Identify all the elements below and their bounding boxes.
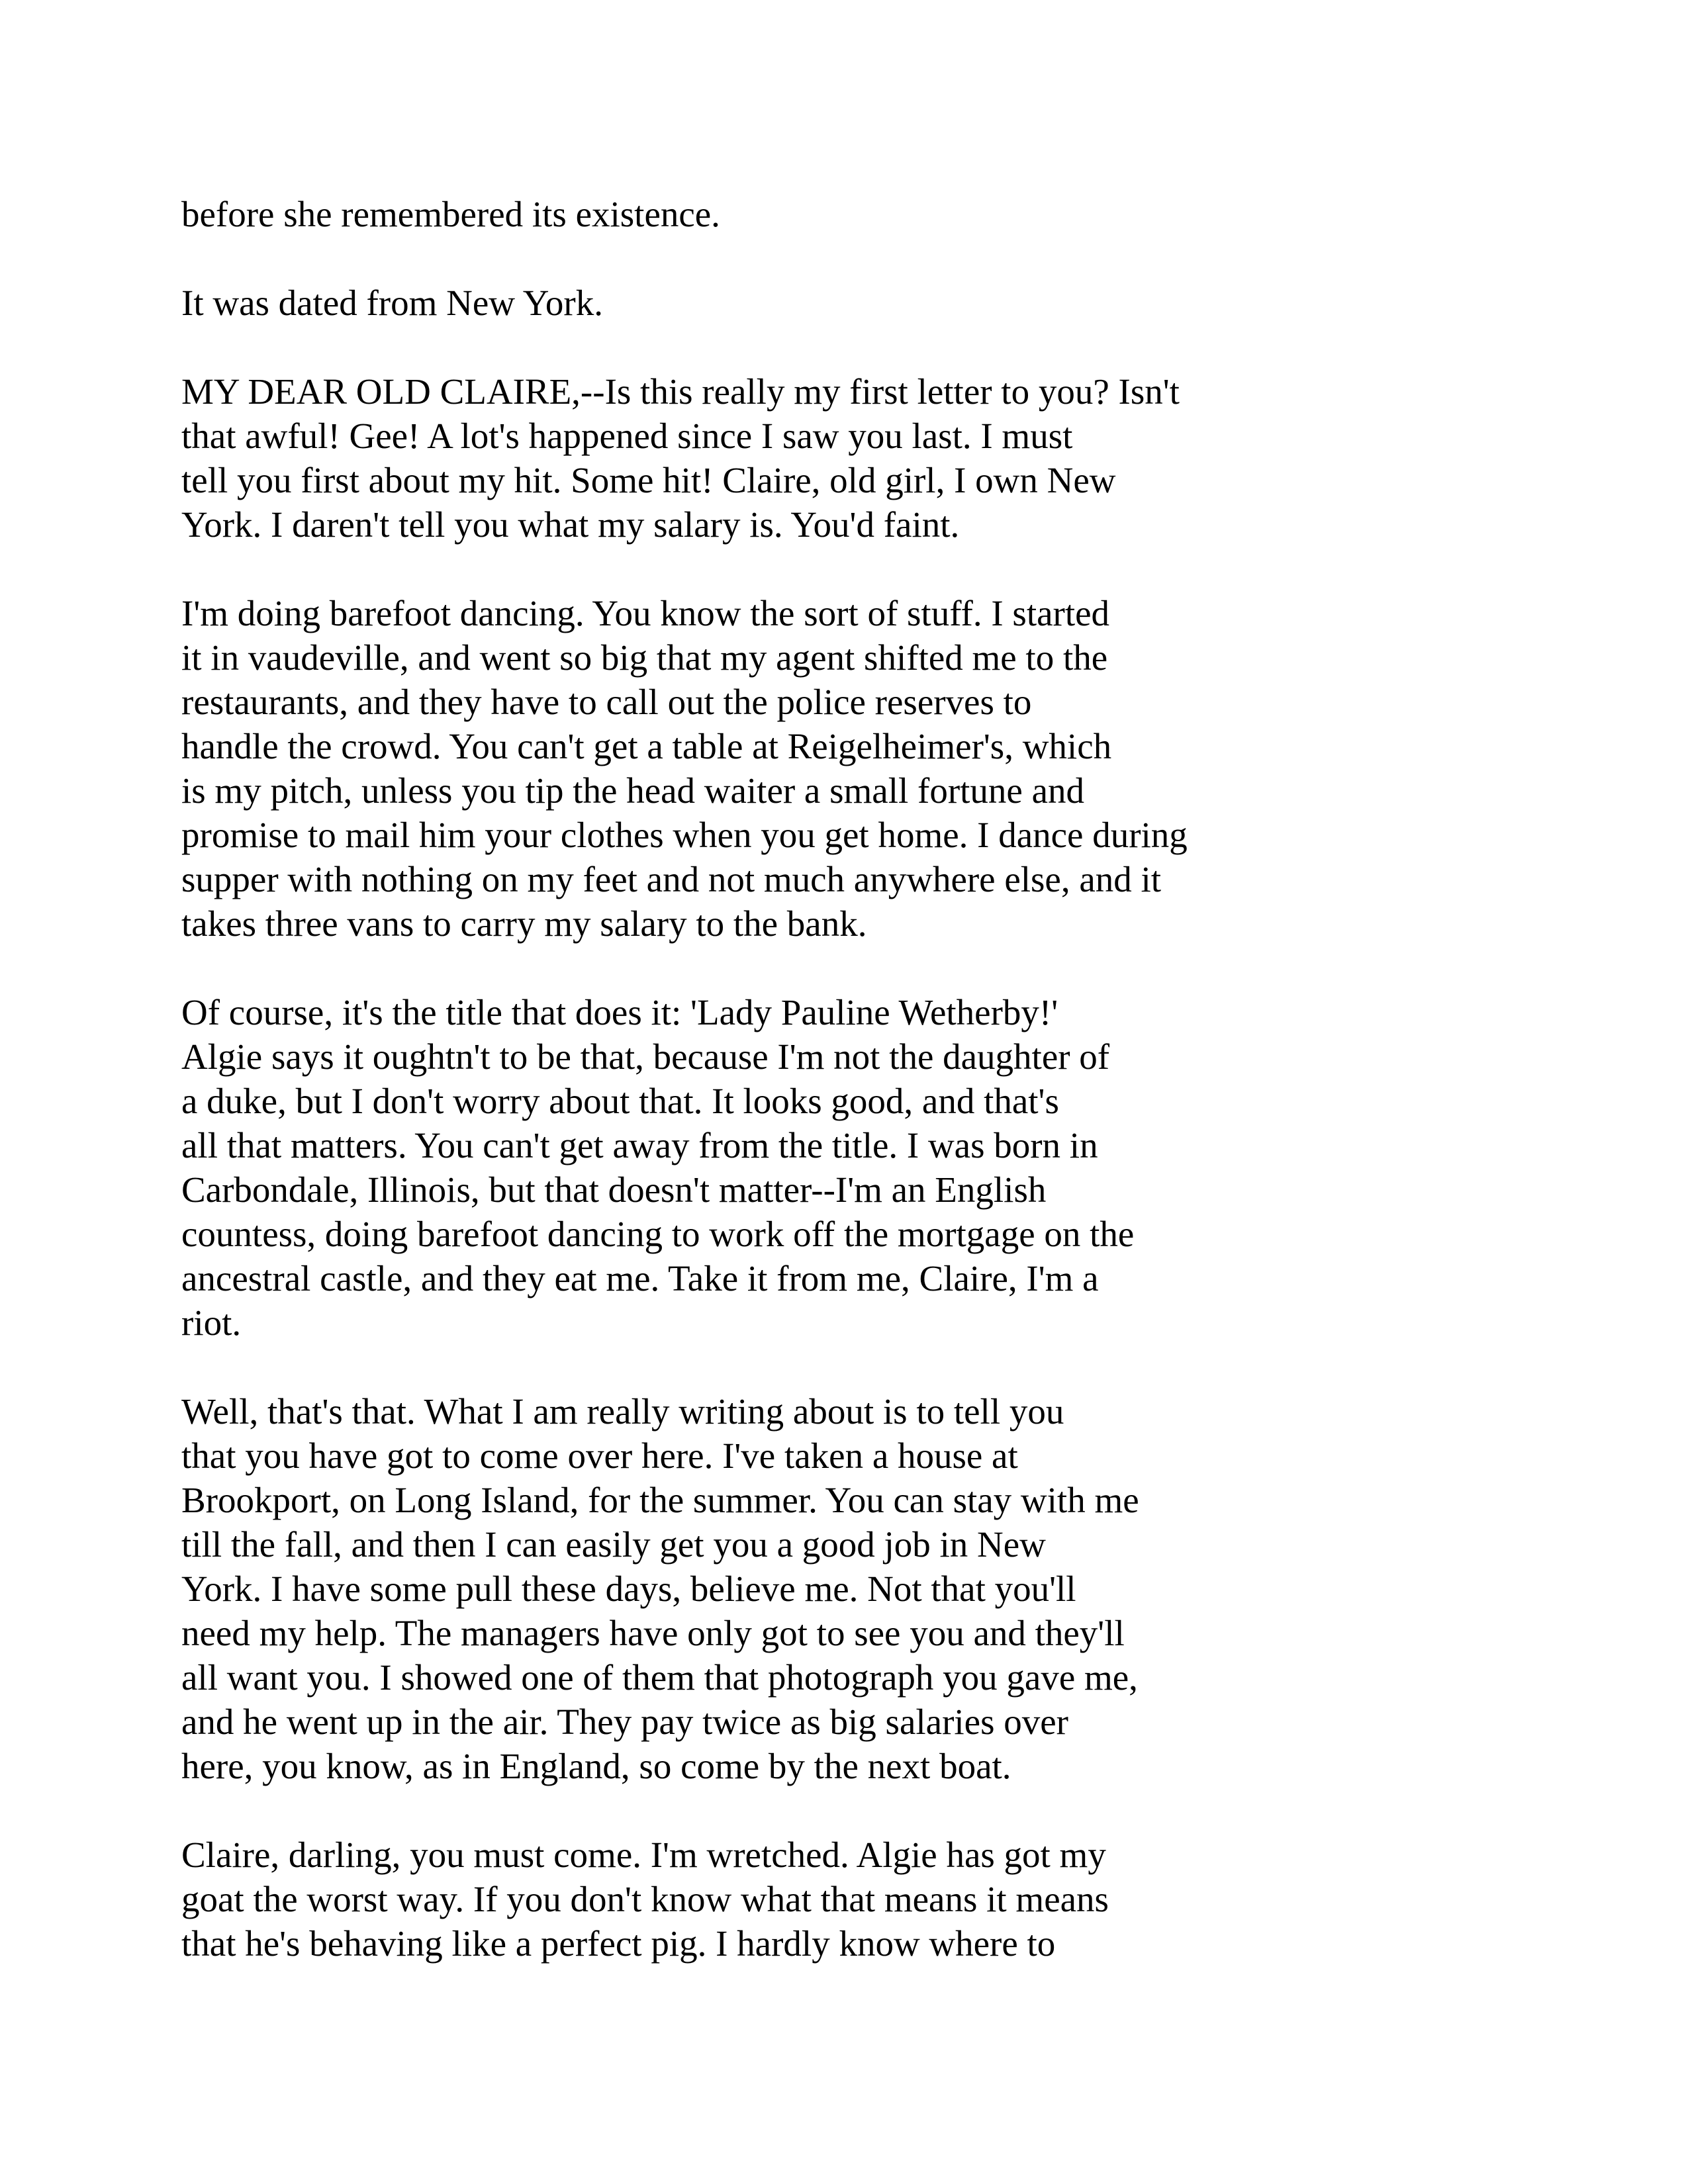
text-line: It was dated from New York. bbox=[181, 283, 603, 323]
paragraph-6 bbox=[181, 1389, 1307, 1788]
text-line: till the fall, and then I can easily get you a good job in New bbox=[181, 1524, 1046, 1565]
text-line: that he's behaving like a perfect pig. I hardly know where to bbox=[181, 1923, 1056, 1964]
paragraph-5 bbox=[181, 990, 1307, 1345]
text-line: Claire, darling, you must come. I'm wretched. Algie has got my bbox=[181, 1835, 1106, 1875]
text-line: countess, doing barefoot dancing to work off the mortgage on the bbox=[181, 1214, 1135, 1254]
text-line: handle the crowd. You can't get a table at Reigelheimer's, which bbox=[181, 726, 1112, 766]
text-line: York. I have some pull these days, believe me. Not that you'll bbox=[181, 1569, 1076, 1609]
text-line: all want you. I showed one of them that photograph you gave me, bbox=[181, 1657, 1138, 1698]
text-line: and he went up in the air. They pay twice as big salaries over bbox=[181, 1702, 1068, 1742]
paragraph-1 bbox=[181, 192, 1307, 236]
text-line: restaurants, and they have to call out the police reserves to bbox=[181, 682, 1032, 722]
text-line: Brookport, on Long Island, for the summer. You can stay with me bbox=[181, 1480, 1139, 1520]
text-line: MY DEAR OLD CLAIRE,--Is this really my first letter to you? Isn't bbox=[181, 371, 1180, 412]
paragraph-3 bbox=[181, 369, 1307, 547]
paragraph-2 bbox=[181, 281, 1307, 325]
text-line: all that matters. You can't get away from the title. I was born in bbox=[181, 1125, 1098, 1165]
text-line: that you have got to come over here. I've taken a house at bbox=[181, 1435, 1018, 1476]
paragraph-4 bbox=[181, 591, 1307, 946]
text-line: promise to mail him your clothes when you get home. I dance during bbox=[181, 815, 1188, 855]
text-line: tell you first about my hit. Some hit! Claire, old girl, I own New bbox=[181, 460, 1116, 500]
text-line: supper with nothing on my feet and not much anywhere else, and it bbox=[181, 859, 1162, 899]
text-line: here, you know, as in England, so come by the next boat. bbox=[181, 1746, 1011, 1786]
text-line: Algie says it oughtn't to be that, because I'm not the daughter of bbox=[181, 1036, 1110, 1077]
text-line: goat the worst way. If you don't know what that means it means bbox=[181, 1879, 1109, 1919]
text-line: Carbondale, Illinois, but that doesn't matter--I'm an English bbox=[181, 1169, 1047, 1210]
text-line: York. I daren't tell you what my salary is. You'd faint. bbox=[181, 504, 960, 545]
text-line: before she remembered its existence. bbox=[181, 194, 720, 234]
text-line: ancestral castle, and they eat me. Take it from me, Claire, I'm a bbox=[181, 1258, 1099, 1298]
text-line: Of course, it's the title that does it: 'Lady Pauline Wetherby!' bbox=[181, 992, 1058, 1032]
text-line: takes three vans to carry my salary to the bank. bbox=[181, 903, 867, 944]
text-line: need my help. The managers have only got to see you and they'll bbox=[181, 1613, 1125, 1653]
text-line: Well, that's that. What I am really writing about is to tell you bbox=[181, 1391, 1064, 1432]
text-line: I'm doing barefoot dancing. You know the sort of stuff. I started bbox=[181, 593, 1110, 633]
text-line: is my pitch, unless you tip the head waiter a small fortune and bbox=[181, 770, 1084, 811]
text-line: it in vaudeville, and went so big that my agent shifted me to the bbox=[181, 637, 1108, 678]
paragraph-7 bbox=[181, 1833, 1307, 1966]
text-line: that awful! Gee! A lot's happened since I saw you last. I must bbox=[181, 416, 1073, 456]
letter-text bbox=[181, 192, 1307, 2010]
text-line: riot. bbox=[181, 1302, 242, 1343]
text-line: a duke, but I don't worry about that. It looks good, and that's bbox=[181, 1081, 1059, 1121]
